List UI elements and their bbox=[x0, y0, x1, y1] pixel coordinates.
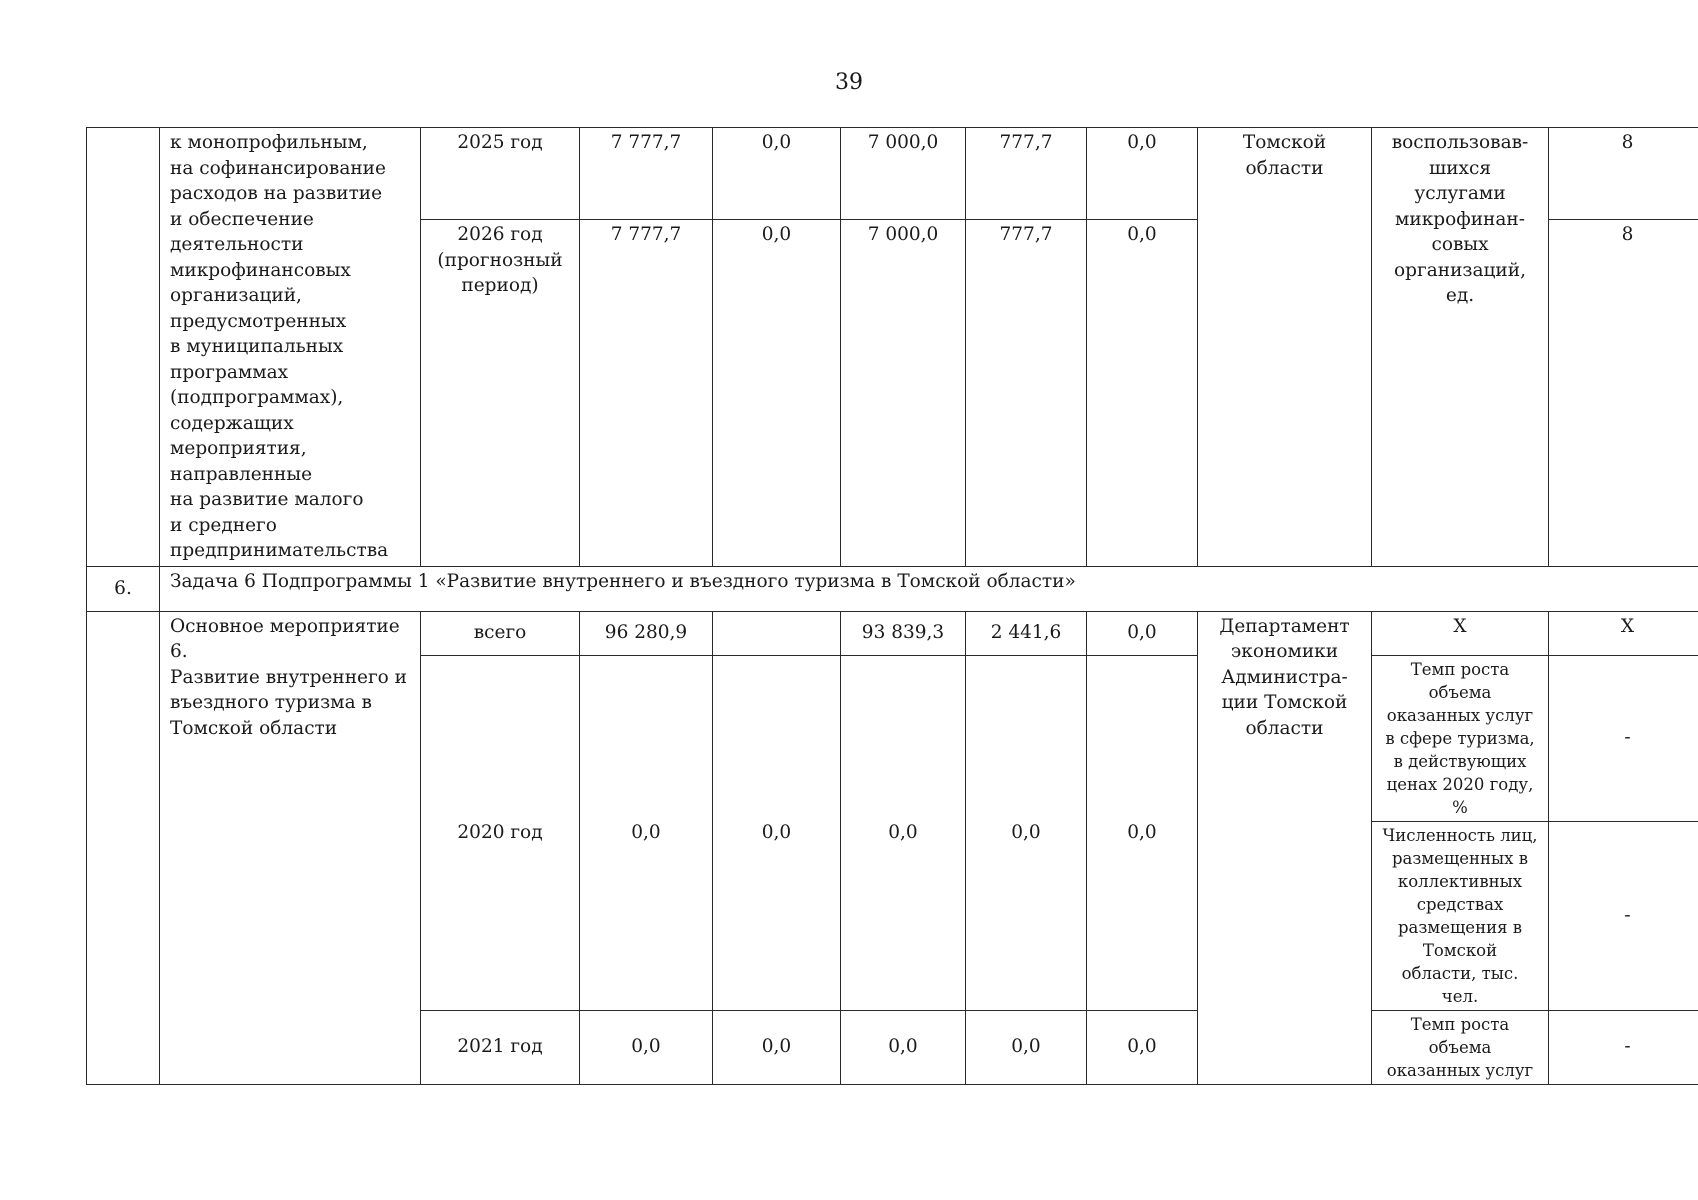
indicator-name-cell: Темп роста объема оказанных услуг bbox=[1372, 1010, 1549, 1084]
other-sources-cell: 0,0 bbox=[1087, 655, 1198, 1010]
executor-cell: Томской области bbox=[1198, 128, 1372, 567]
indicator-value-cell: Х bbox=[1549, 611, 1698, 655]
indicator-value-cell: - bbox=[1549, 821, 1698, 1010]
indicator-name-cell: Темп роста объема оказанных услуг в сфере туризма, в действующих ценах 2020 году, % bbox=[1372, 655, 1549, 821]
task-number-cell: 6. bbox=[87, 566, 160, 611]
task-row bbox=[87, 566, 1698, 611]
local-budget-cell: 2 441,6 bbox=[966, 611, 1087, 655]
row-number-cell bbox=[87, 611, 160, 1084]
table-row bbox=[87, 128, 1698, 220]
period-cell: 2026 год (прогнозный период) bbox=[421, 220, 580, 566]
regional-budget-cell: 7 000,0 bbox=[841, 220, 966, 566]
federal-budget-cell: 0,0 bbox=[713, 655, 841, 1010]
indicator-value-cell: - bbox=[1549, 1010, 1698, 1084]
page-number: 39 bbox=[835, 70, 863, 95]
federal-budget-cell: 0,0 bbox=[713, 220, 841, 566]
local-budget-cell: 777,7 bbox=[966, 220, 1087, 566]
total-cell: 0,0 bbox=[580, 1010, 713, 1084]
period-cell: 2025 год bbox=[421, 128, 580, 220]
period-cell: 2021 год bbox=[421, 1010, 580, 1084]
measure-name-cell: к монопрофильным, на софинансирование расходов на развитие и обеспечение деятельности микрофинансовых организаций, предусмотренных в муниципальных программах (подпрограммах), содержащих мероприятия, направленные на развитие малого и среднего предпринимательства bbox=[160, 128, 421, 567]
period-cell: 2020 год bbox=[421, 655, 580, 1010]
measure-name-cell: Основное мероприятие 6. Развитие внутреннего и въездного туризма в Томской области bbox=[160, 611, 421, 1084]
total-cell: 7 777,7 bbox=[580, 128, 713, 220]
other-sources-cell: 0,0 bbox=[1087, 611, 1198, 655]
regional-budget-cell: 7 000,0 bbox=[841, 128, 966, 220]
federal-budget-cell: 0,0 bbox=[713, 1010, 841, 1084]
indicator-name-cell: воспользовав- шихся услугами микрофинан- совых организаций, ед. bbox=[1372, 128, 1549, 567]
local-budget-cell: 0,0 bbox=[966, 1010, 1087, 1084]
federal-budget-cell: 0,0 bbox=[713, 128, 841, 220]
row-number-cell bbox=[87, 128, 160, 567]
regional-budget-cell: 0,0 bbox=[841, 655, 966, 1010]
executor-cell: Департамент экономики Администра- ции Томской области bbox=[1198, 611, 1372, 1084]
other-sources-cell: 0,0 bbox=[1087, 128, 1198, 220]
regional-budget-cell: 93 839,3 bbox=[841, 611, 966, 655]
other-sources-cell: 0,0 bbox=[1087, 1010, 1198, 1084]
task-title-cell: Задача 6 Подпрограммы 1 «Развитие внутреннего и въездного туризма в Томской области» bbox=[160, 566, 1698, 611]
local-budget-cell: 0,0 bbox=[966, 655, 1087, 1010]
other-sources-cell: 0,0 bbox=[1087, 220, 1198, 566]
regional-budget-cell: 0,0 bbox=[841, 1010, 966, 1084]
indicator-value-cell: 8 bbox=[1549, 128, 1698, 220]
indicator-name-cell: Х bbox=[1372, 611, 1549, 655]
indicator-value-cell: 8 bbox=[1549, 220, 1698, 566]
total-cell: 96 280,9 bbox=[580, 611, 713, 655]
period-cell: всего bbox=[421, 611, 580, 655]
federal-budget-cell bbox=[713, 611, 841, 655]
total-cell: 7 777,7 bbox=[580, 220, 713, 566]
local-budget-cell: 777,7 bbox=[966, 128, 1087, 220]
indicator-name-cell: Численность лиц, размещенных в коллективных средствах размещения в Томской области, тыс. чел. bbox=[1372, 821, 1549, 1010]
total-cell: 0,0 bbox=[580, 655, 713, 1010]
program-table bbox=[86, 127, 1698, 1085]
table-row bbox=[87, 611, 1698, 655]
indicator-value-cell: - bbox=[1549, 655, 1698, 821]
